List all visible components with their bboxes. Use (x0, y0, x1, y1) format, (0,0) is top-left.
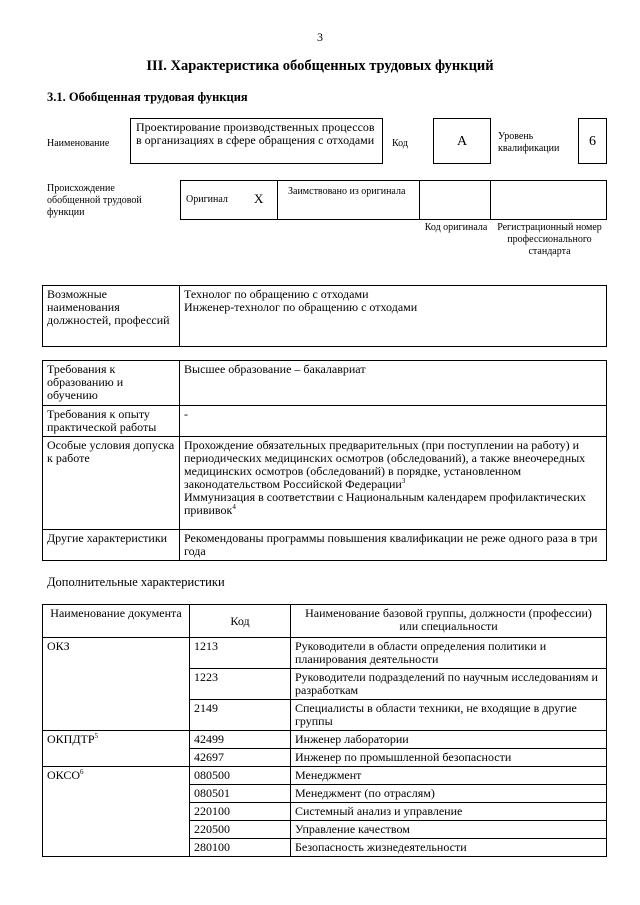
table-row (43, 731, 607, 749)
doc-name: ОКПДТР (47, 732, 95, 746)
req-medical-text: Прохождение обязательных предварительных (при поступлении на работу) и периодических медицинских осмотров (обследований), а также внеочередных медицинских осмотров (обследований) в порядке, установленном законодательством Российской Федерации (184, 438, 586, 491)
page-number: 3 (317, 30, 323, 44)
doc-name: ОКСО (47, 768, 81, 782)
code-cell: 220100 (190, 803, 291, 821)
code-cell: 080500 (190, 767, 291, 785)
level-label: Уровень квалификации (498, 131, 560, 154)
origin-borrowed-label: Заимствовано из оригинала (288, 186, 406, 197)
col-header-doc: Наименование документа (43, 605, 190, 638)
position-item: Технолог по обращению с отходами (184, 287, 369, 301)
code-value: A (433, 118, 491, 164)
footnote-ref: 5 (94, 732, 99, 740)
table-row (43, 638, 607, 669)
doc-cell (43, 638, 190, 731)
code-cell: 42499 (190, 731, 291, 749)
doc-name: ОКЗ (47, 639, 70, 653)
footnote-ref: 3 (401, 477, 406, 485)
req-value (180, 437, 607, 530)
code-cell: 080501 (190, 785, 291, 803)
code-label: Код (392, 138, 408, 149)
col-header-name: Наименование базовой группы, должности (профессии) или специальности (291, 605, 607, 638)
req-value: Высшее образование – бакалавриат (180, 361, 607, 406)
name-cell: Специалисты в области техники, не входящие в другие группы (291, 700, 607, 731)
code-cell: 1213 (190, 638, 291, 669)
name-cell: Инженер лаборатории (291, 731, 607, 749)
origin-original-mark: X (254, 191, 264, 206)
name-label: Наименование (47, 138, 110, 149)
doc-cell (43, 767, 190, 857)
name-cell: Менеджмент (291, 767, 607, 785)
name-cell: Управление качеством (291, 821, 607, 839)
code-cell: 2149 (190, 700, 291, 731)
col-header-code: Код (190, 605, 291, 638)
name-cell: Руководители в области определения политики и планирования деятельности (291, 638, 607, 669)
code-cell: 220500 (190, 821, 291, 839)
req-label: Особые условия допуска к работе (43, 437, 180, 530)
name-cell: Безопасность жизнедеятельности (291, 839, 607, 857)
position-item: Инженер-технолог по обращению с отходами (184, 300, 418, 314)
additional-title: Дополнительные характеристики (47, 575, 225, 589)
additional-table (42, 604, 607, 857)
footnote-ref: 4 (232, 503, 236, 511)
positions-values (180, 286, 607, 347)
code-cell: 42697 (190, 749, 291, 767)
origin-label: Происхождение обобщенной трудовой функции (47, 183, 142, 218)
table-row (43, 767, 607, 785)
req-value: - (180, 406, 607, 437)
code-cell: 1223 (190, 669, 291, 700)
name-cell: Менеджмент (по отраслям) (291, 785, 607, 803)
requirements-table (42, 360, 607, 561)
req-label: Требования к образованию и обучению (43, 361, 180, 406)
req-label: Другие характеристики (43, 530, 180, 561)
name-value: Проектирование производственных процессов в организациях в сфере обращения с отходами (130, 118, 383, 164)
name-cell: Системный анализ и управление (291, 803, 607, 821)
positions-table (42, 285, 607, 347)
code-cell: 280100 (190, 839, 291, 857)
footnote-ref: 6 (80, 768, 84, 776)
section-title: III. Характеристика обобщенных трудовых функций (146, 58, 494, 74)
req-immunization-text: Иммунизация в соответствии с Национальным календарем профилактических прививок (184, 490, 586, 517)
origin-reg-caption: Регистрационный номер профессионального стандарта (497, 222, 602, 257)
origin-original-label: Оригинал (186, 194, 228, 205)
doc-cell (43, 731, 190, 767)
req-value: Рекомендованы программы повышения квалификации не реже одного раза в три года (180, 530, 607, 561)
req-label: Требования к опыту практической работы (43, 406, 180, 437)
name-cell: Инженер по промышленной безопасности (291, 749, 607, 767)
origin-code-caption: Код оригинала (424, 222, 488, 233)
positions-label: Возможные наименования должностей, профессий (43, 286, 180, 347)
subsection-title: 3.1. Обобщенная трудовая функция (47, 90, 248, 104)
name-cell: Руководители подразделений по научным исследованиям и разработкам (291, 669, 607, 700)
level-value: 6 (578, 118, 607, 164)
